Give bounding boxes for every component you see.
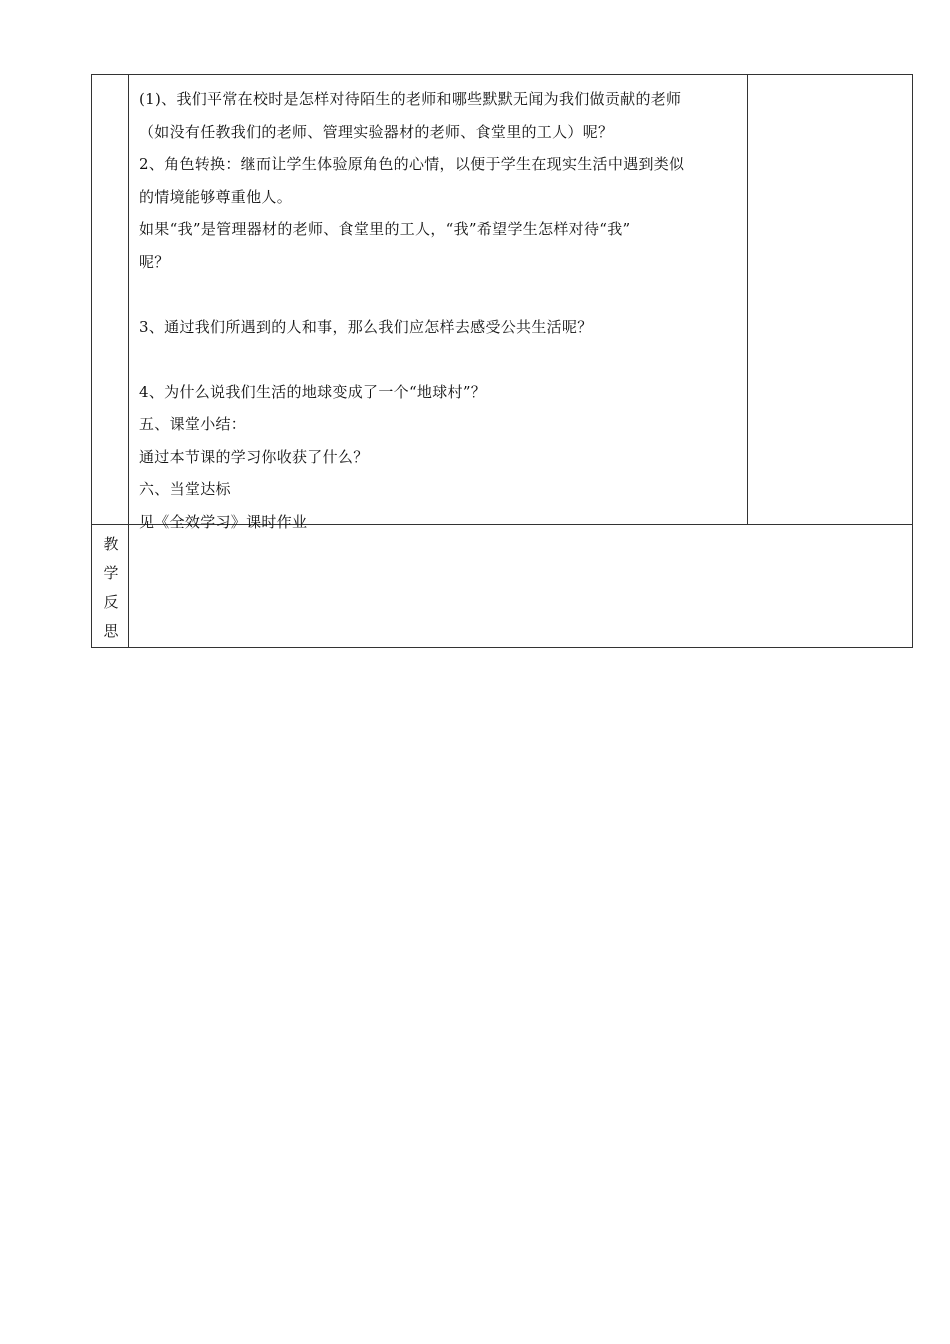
lesson-line: 的情境能够尊重他人。: [139, 187, 293, 206]
lesson-line-blank: [139, 343, 739, 376]
lesson-content: [139, 83, 739, 538]
lesson-line: 如果“我”是管理器材的老师、食堂里的工人，“我”希望学生怎样对待“我”: [139, 220, 631, 238]
lesson-line: 3、通过我们所遇到的人和事，那么我们应怎样去感受公共生活呢？: [139, 317, 593, 336]
lesson-line: 4、为什么说我们生活的地球变成了一个“地球村”？: [139, 382, 487, 401]
table-divider-right: [747, 74, 748, 525]
section-heading-assessment: 六、当堂达标: [139, 480, 231, 498]
section-heading-summary: 五、课堂小结：: [139, 415, 247, 433]
reflection-label-char: 思: [103, 622, 119, 640]
reflection-label-char: 反: [103, 593, 119, 611]
reflection-label: [99, 530, 123, 646]
reflection-label-char: 教: [103, 535, 119, 553]
lesson-line: 呢？: [139, 252, 170, 271]
lesson-line: 通过本节课的学习你收获了什么？: [139, 447, 369, 466]
reflection-label-char: 学: [103, 564, 119, 582]
lesson-line-blank: [139, 278, 739, 311]
table-divider-left: [128, 74, 129, 648]
lesson-line: （如没有任教我们的老师、管理实验器材的老师、食堂里的工人）呢？: [139, 122, 614, 141]
lesson-line: (1)、我们平常在校时是怎样对待陌生的老师和哪些默默无闻为我们做贡献的老师: [139, 90, 682, 108]
lesson-line: 见《全效学习》课时作业: [139, 512, 308, 531]
lesson-line: 2、角色转换：继而让学生体验原角色的心情，以便于学生在现实生活中遇到类似: [139, 155, 685, 173]
